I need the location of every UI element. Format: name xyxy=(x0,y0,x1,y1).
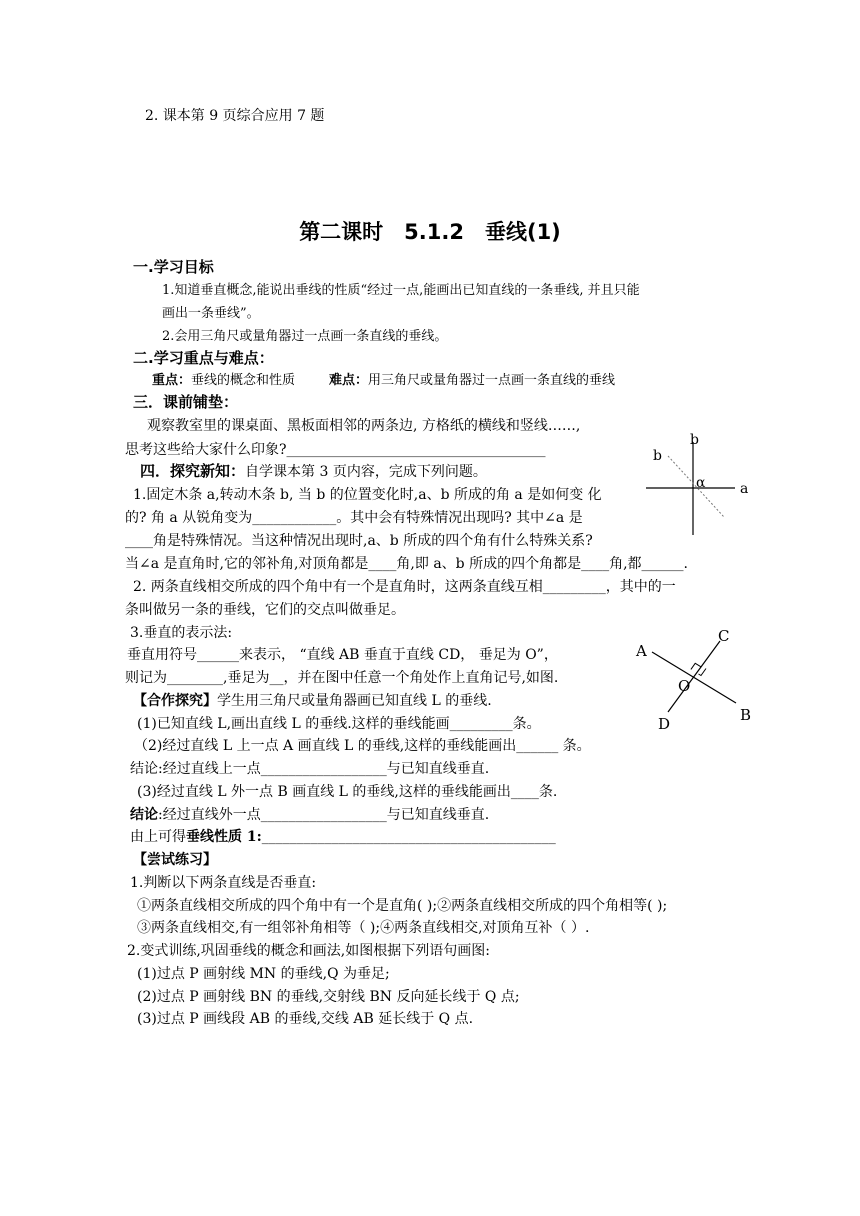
q3-line-2: 垂直用符号______来表示， “直线 AB 垂直于直线 CD， 垂足为 O”， xyxy=(127,647,558,663)
key-difficult-line xyxy=(152,372,615,390)
q1-line-2: 的? 角 a 从锐角变为____________。其中会有特殊情况出现吗? 其中∠a 是 xyxy=(125,510,583,526)
coop-conclusion-2-text: :经过直线外一点__________________与已知直线垂直. xyxy=(158,807,490,823)
practice-q1-b: ③两条直线相交,有一组邻补角相等（ );④两条直线相交,对顶角互补（ ）. xyxy=(137,920,590,936)
coop-conclusion-2-label: 结论 xyxy=(130,807,158,823)
goal-1-line-1: 1.知道垂直概念,能说出垂线的性质“经过一点,能画出已知直线的一条垂线, 并且只能 xyxy=(162,283,640,298)
practice-label: 【尝试练习】 xyxy=(133,852,217,868)
property-blank: __________________________________________ xyxy=(261,829,556,845)
coop-part-2: （2)经过直线 L 上一点 A 画直线 L 的垂线,这样的垂线能画出______ 条。 xyxy=(134,738,591,754)
q2-line-2: 条叫做另一条的垂线，它们的交点叫做垂足。 xyxy=(125,602,405,618)
label-B: B xyxy=(740,706,752,724)
practice-q1-a: ①两条直线相交所成的四个角中有一个是直角( );②两条直线相交所成的四个角相等( ); xyxy=(137,898,668,914)
property-prefix: 由上可得 xyxy=(130,829,186,845)
goal-2: 2.会用三角尺或量角器过一点画一条直线的垂线。 xyxy=(162,329,448,344)
label-O: O xyxy=(678,677,691,695)
coop-text: 学生用三角尺或量角器画已知直线 L 的垂线. xyxy=(217,693,492,709)
coop-conclusion-1: 结论:经过直线上一点__________________与已知直线垂直. xyxy=(130,761,490,777)
preview-line-1: 观察教室里的课桌面、黑板面相邻的两条边, 方格纸的横线和竖线……, xyxy=(147,418,581,434)
property-line xyxy=(130,828,556,846)
q3-line-3: 则记为________,垂足为__，并在图中任意一个角处作上直角记号,如图. xyxy=(125,670,559,686)
line-cd xyxy=(668,641,720,712)
q1-line-3: ____角是特殊情况。当这种情况出现时,a、b 所成的四个角有什么特殊关系? xyxy=(125,533,593,549)
coop-heading-line xyxy=(133,692,492,710)
goal-1-line-2: 画出一条垂线”。 xyxy=(162,306,260,321)
key-point-label: 重点： xyxy=(152,373,192,388)
section-heading-preview: 三．课前铺垫： xyxy=(133,393,239,411)
difficult-point-text: 用三角尺或量角器过一点画一条直线的垂线 xyxy=(368,373,616,388)
section-heading-explore: 四．探究新知： xyxy=(140,462,246,480)
coop-label: 【合作探究】 xyxy=(133,693,217,709)
q1-line-1: 1.固定木条 a,转动木条 b, 当 b 的位置变化时,a、b 所成的角 a 是如何变 化 xyxy=(133,487,602,503)
practice-q2-2: (2)过点 P 画射线 BN 的垂线,交射线 BN 反向延长线于 Q 点; xyxy=(137,989,520,1005)
label-b-left: b xyxy=(653,448,662,464)
coop-conclusion-2-line xyxy=(130,806,489,824)
coop-part-1: (1)已知直线 L,画出直线 L 的垂线.这样的垂线能画_________条。 xyxy=(137,716,541,732)
figure-perpendicular-ab-cd xyxy=(630,625,760,735)
practice-q2-3: (3)过点 P 画线段 AB 的垂线,交线 AB 延长线于 Q 点. xyxy=(137,1011,474,1027)
q2-line-1: 2. 两条直线相交所成的四个角中有一个是直角时，这两条直线互相_________，其中的一 xyxy=(133,579,676,595)
explore-heading-line xyxy=(140,462,487,481)
practice-q1: 1.判断以下两条直线是否垂直: xyxy=(130,875,317,891)
property-label: 垂线性质 1: xyxy=(186,829,262,845)
label-C: C xyxy=(718,627,730,645)
figure-lines-ab xyxy=(640,430,760,545)
label-A: A xyxy=(636,642,647,660)
q1-line-4: 当∠a 是直角时,它的邻补角,对顶角都是____角,即 a、b 所成的四个角都是____角,都______. xyxy=(125,556,688,572)
coop-part-3: (3)经过直线 L 外一点 B 画直线 L 的垂线,这样的垂线能画出____条. xyxy=(137,784,558,800)
label-b-top: b xyxy=(690,432,699,448)
section-heading-keypoints: 二.学习重点与难点： xyxy=(133,349,274,367)
page-title: 第二课时 5.1.2 垂线(1) xyxy=(299,220,561,244)
label-a: a xyxy=(740,481,749,497)
section-heading-goals: 一.学习目标 xyxy=(133,258,214,276)
difficult-point-label: 难点： xyxy=(329,373,369,388)
homework-item: 2. 课本第 9 页综合应用 7 题 xyxy=(145,108,325,124)
practice-q2-1: (1)过点 P 画射线 MN 的垂线,Q 为垂足; xyxy=(137,966,390,982)
q3-line-1: 3.垂直的表示法: xyxy=(130,625,233,641)
label-alpha: α xyxy=(696,475,706,491)
practice-q2: 2.变式训练,巩固垂线的概念和画法,如图根据下列语句画图: xyxy=(127,943,490,959)
preview-line-2: 思考这些给大家什么印象?_____________________________________ xyxy=(125,442,546,458)
key-point-text: 垂线的概念和性质 xyxy=(191,373,296,388)
label-D: D xyxy=(658,715,671,733)
explore-instruction: 自学课本第 3 页内容，完成下列问题。 xyxy=(245,464,487,480)
